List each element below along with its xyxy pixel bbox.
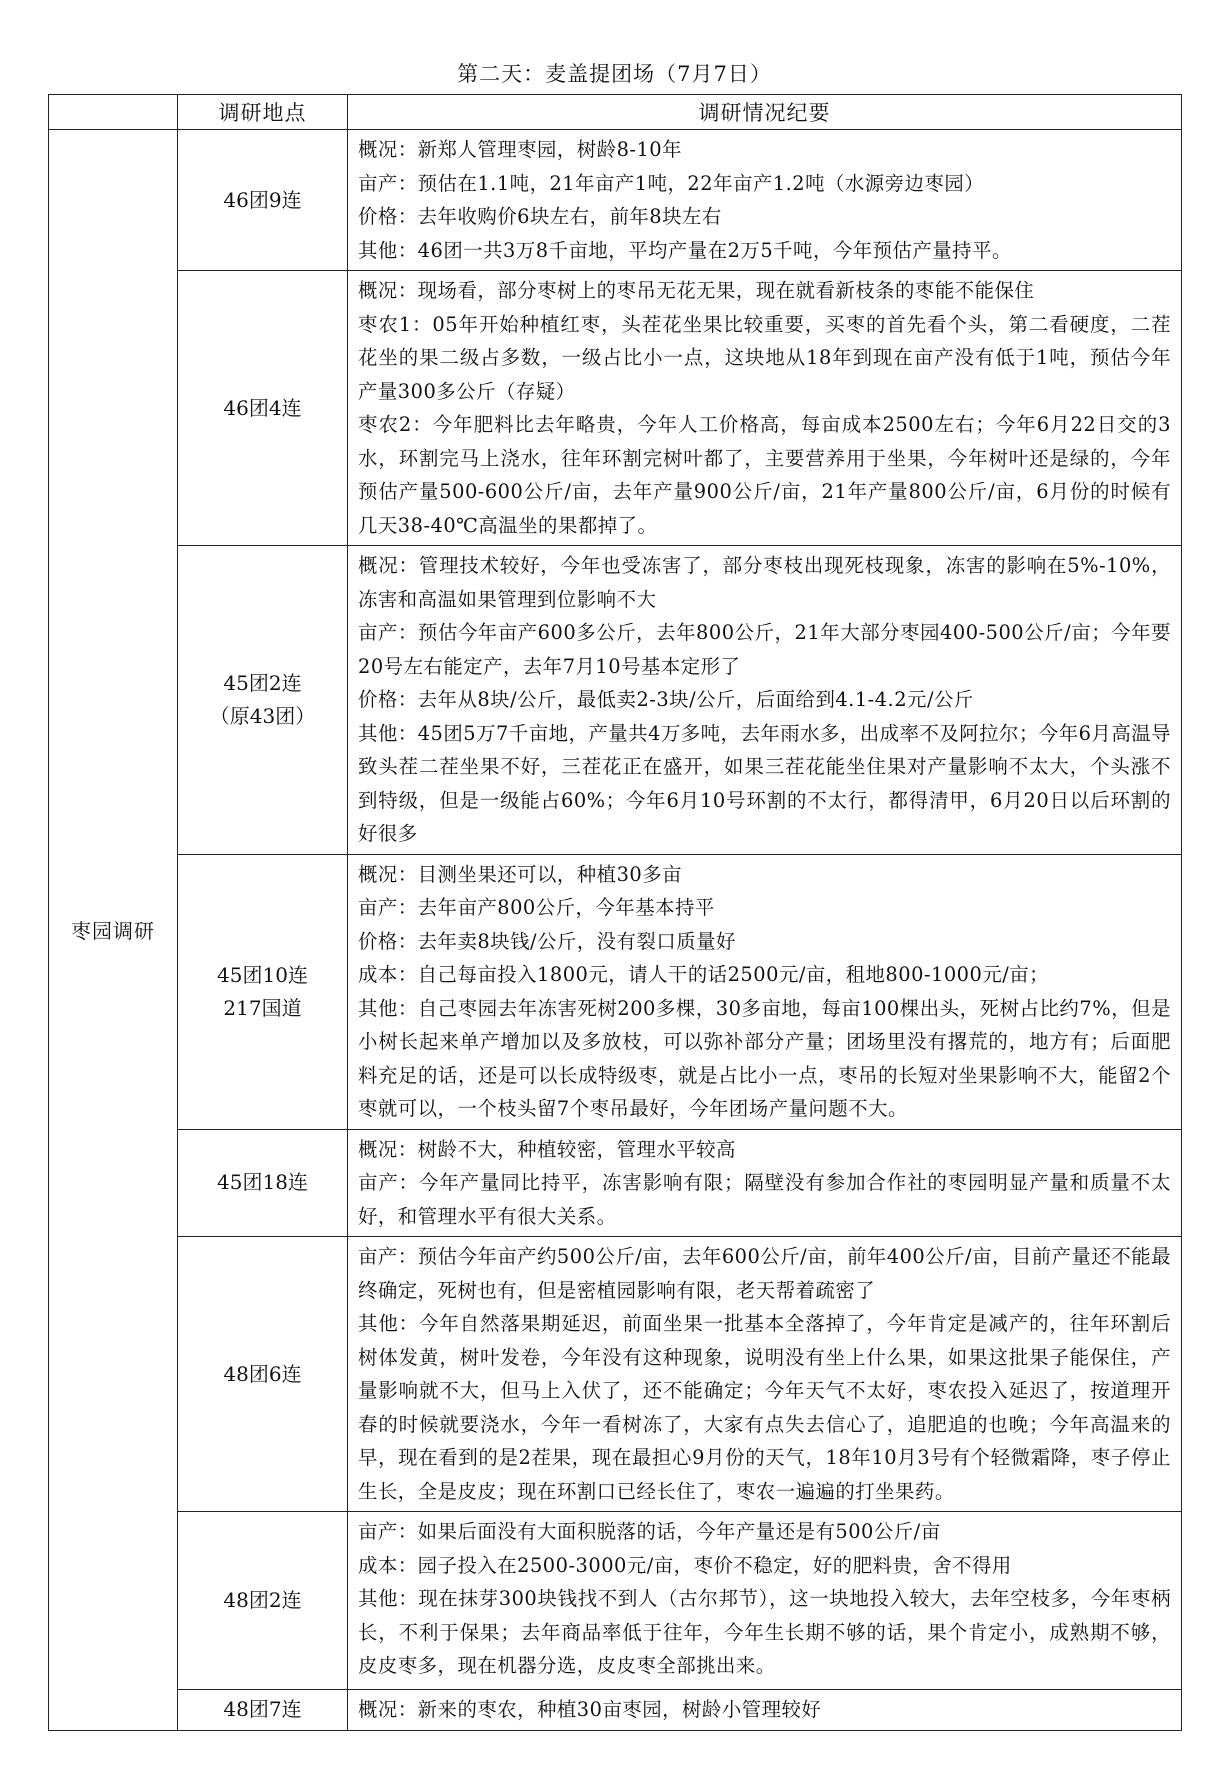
table-body (49, 130, 1182, 1731)
location-label: 45团18连 (217, 1170, 308, 1195)
detail-line: 概况：树龄不大，种植较密，管理水平较高 (358, 1137, 736, 1161)
detail-cell (348, 271, 1182, 546)
location-cell (178, 1690, 348, 1731)
detail-line: 枣农1：05年开始种植红枣，头茬花坐果比较重要，买枣的首先看个头，第二看硬度，二茬花坐的果二级占多数，一级占比小一点，这块地从18年到现在亩产没有低于1吨，预估今年产量300多公斤（存疑） (358, 312, 1171, 403)
page-title: 第二天：麦盖提团场（7月7日） (457, 62, 772, 86)
table-row (49, 271, 1182, 546)
survey-table (48, 94, 1182, 1731)
detail-cell (348, 1690, 1182, 1731)
detail-line: 亩产：今年产量同比持平，冻害影响有限；隔壁没有参加合作社的枣园明显产量和质量不太好，和管理水平有很大关系。 (358, 1171, 1171, 1228)
detail-line: 概况：目测坐果还可以，种植30多亩 (358, 862, 683, 886)
header-location: 调研地点 (178, 95, 348, 130)
location-label: 48团2连 (223, 1588, 302, 1612)
table-header-row (49, 95, 1182, 130)
location-label: 48团7连 (223, 1697, 302, 1722)
table-row (49, 854, 1182, 1129)
detail-line: 枣农2：今年肥料比去年略贵，今年人工价格高，每亩成本2500左右；今年6月22日交的3水，环割完马上浇水，往年环割完树叶都了，主要营养用于坐果，今年树叶还是绿的，今年预估产量500-600公斤/亩，去年产量900公斤/亩，21年产量800公斤/亩，6月份的时候有几天38-40℃高温坐的果都掉了。 (358, 413, 1171, 537)
detail-cell (348, 1129, 1182, 1237)
table-row (49, 1129, 1182, 1237)
location-cell (178, 546, 348, 855)
header-category (49, 95, 178, 130)
location-label: （原43团） (209, 703, 316, 728)
detail-line: 其他：自己枣园去年冻害死树200多棵，30多亩地，每亩100棵出头，死树占比约7%，但是小树长起来单产增加以及多放枝，可以弥补部分产量；团场里没有撂荒的，地方有；后面肥料充足的话，还是可以长成特级枣，就是占比小一点，枣吊的长短对坐果影响不大，能留2个枣就可以，一个枝头留7个枣吊最好，今年团场产量问题不大。 (358, 996, 1171, 1120)
location-label: 45团10连 (217, 962, 308, 987)
table-row (49, 1690, 1182, 1731)
detail-cell (348, 130, 1182, 271)
detail-line: 其他：今年自然落果期延迟，前面坐果一批基本全落掉了，今年肯定是减产的，往年环割后树体发黄，树叶发卷，今年没有这种现象，说明没有坐上什么果，如果这批果子能保住，产量影响就不大，但马上入伏了，还不能确定；今年天气不太好，枣农投入延迟了，按道理开春的时候就要浇水，今年一看树冻了，大家有点失去信心了，追肥追的也晚；今年高温来的早，现在看到的是2茬果，现在最担心9月份的天气，18年10月3号有个轻微霜降，枣子停止生长，全是皮皮；现在环割口已经长住了，枣农一遍遍的打坐果药。 (358, 1312, 1171, 1503)
location-cell (178, 271, 348, 546)
detail-line: 亩产：如果后面没有大面积脱落的话，今年产量还是有500公斤/亩 (358, 1520, 941, 1543)
detail-line: 亩产：预估今年亩产约500公斤/亩，去年600公斤/亩，前年400公斤/亩，目前产量还不能最终确定，死树也有，但是密植园影响有限，老天帮着疏密了 (358, 1245, 1171, 1302)
detail-line: 其他：46团一共3万8千亩地，平均产量在2万5千吨，今年预估产量持平。 (358, 238, 1012, 262)
location-cell (178, 1237, 348, 1512)
table-row (49, 130, 1182, 271)
detail-line: 价格：去年从8块/公斤，最低卖2-3块/公斤，后面给到4.1-4.2元/公斤 (358, 688, 974, 711)
table-row (49, 1237, 1182, 1512)
detail-line: 概况：新郑人管理枣园，树龄8-10年 (358, 138, 683, 161)
detail-line: 概况：管理技术较好，今年也受冻害了，部分枣枝出现死枝现象，冻害的影响在5%-10%，冻害和高温如果管理到位影响不大 (358, 554, 1171, 611)
location-label: 46团4连 (223, 395, 302, 420)
detail-cell (348, 1237, 1182, 1512)
table-row (49, 546, 1182, 855)
detail-line: 其他：45团5万7千亩地，产量共4万多吨，去年雨水多，出成率不及阿拉尔；今年6月高温导致头茬二茬坐果不好，三茬花正在盛开，如果三茬花能坐住果对产量影响不太大，个头涨不到特级，但是一级能占60%；今年6月10号环割的不太行，都得清甲，6月20日以后环割的好很多 (358, 721, 1171, 845)
detail-line: 其他：现在抹芽300块钱找不到人（古尔邦节），这一块地投入较大，去年空枝多，今年枣柄长，不利于保果；去年商品率低于往年，今年生长期不够的话，果个肯定小，成熟期不够，皮皮枣多，现在机器分选，皮皮枣全部挑出来。 (358, 1587, 1171, 1677)
detail-cell (348, 546, 1182, 855)
header-details: 调研情况纪要 (348, 95, 1182, 130)
table-row (49, 1512, 1182, 1690)
detail-cell (348, 854, 1182, 1129)
location-cell (178, 854, 348, 1129)
detail-line: 亩产：去年亩产800公斤，今年基本持平 (358, 896, 715, 919)
detail-cell (348, 1512, 1182, 1690)
category-cell: 枣园调研 (49, 130, 178, 1731)
detail-line: 成本：自己每亩投入1800元，请人干的话2500元/亩，租地800-1000元/亩； (358, 963, 1050, 986)
detail-line: 成本：园子投入在2500-3000元/亩，枣价不稳定，好的肥料贵，舍不得用 (358, 1553, 1012, 1577)
location-label: 217国道 (223, 995, 302, 1020)
location-label: 48团6连 (223, 1361, 302, 1386)
detail-line: 亩产：预估在1.1吨，21年亩产1吨，22年亩产1.2吨（水源旁边枣园） (358, 171, 985, 195)
location-cell (178, 130, 348, 271)
location-label: 46团9连 (223, 187, 302, 212)
location-label: 45团2连 (223, 670, 302, 695)
detail-line: 亩产：预估今年亩产600多公斤，去年800公斤，21年大部分枣园400-500公斤/亩；今年要20号左右能定产，去年7月10号基本定形了 (358, 621, 1171, 678)
detail-line: 价格：去年收购价6块左右，前年8块左右 (358, 205, 722, 228)
detail-line: 概况：现场看，部分枣树上的枣吊无花无果，现在就看新枝条的枣能不能保住 (358, 279, 1035, 302)
location-cell (178, 1129, 348, 1237)
detail-line: 概况：新来的枣农，种植30亩枣园，树龄小管理较好 (358, 1698, 822, 1721)
location-cell (178, 1512, 348, 1690)
detail-line: 价格：去年卖8块钱/公斤，没有裂口质量好 (358, 929, 736, 953)
